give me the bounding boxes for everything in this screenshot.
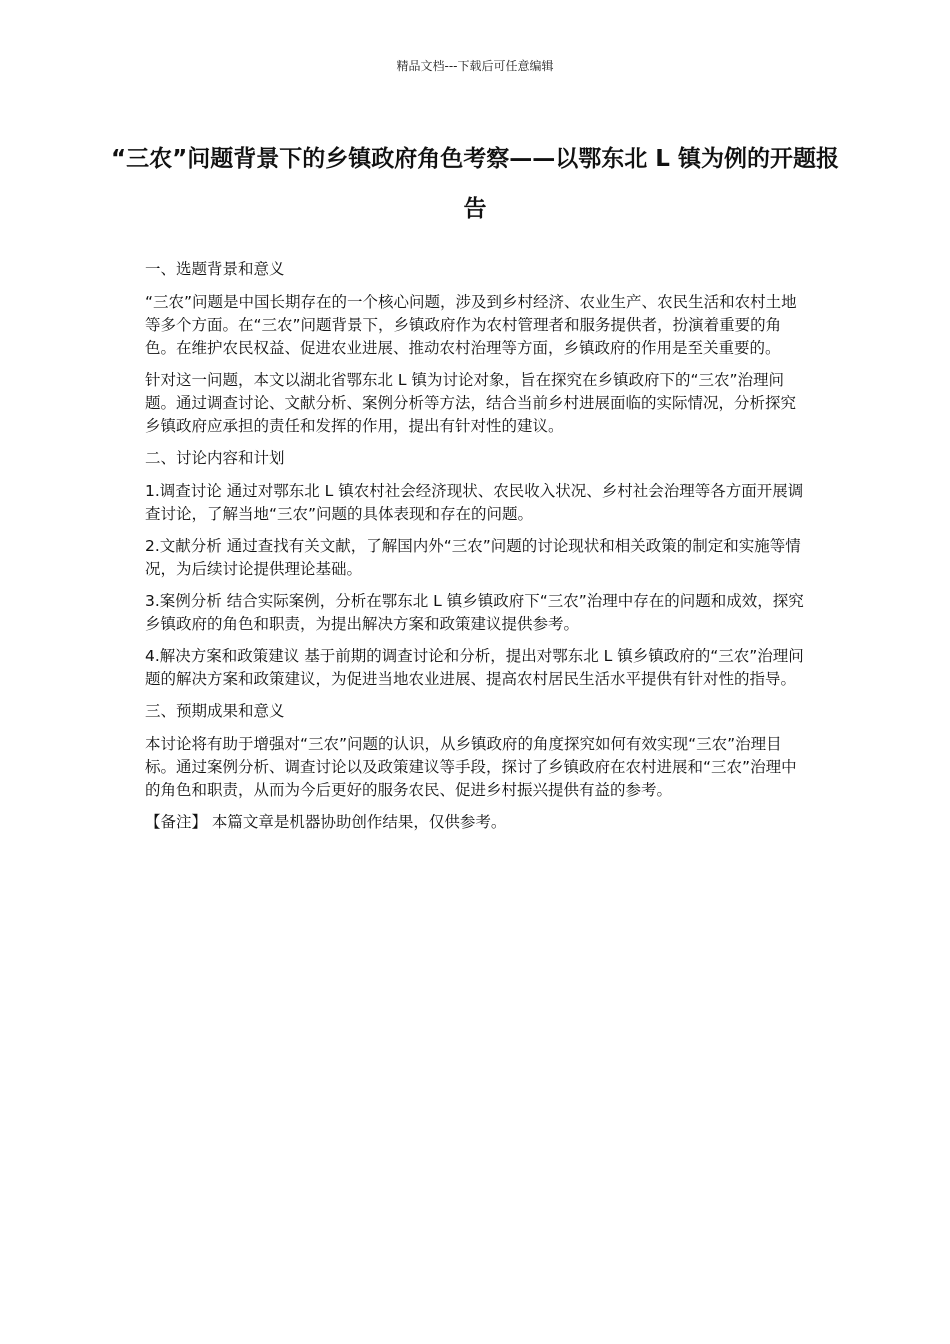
paragraph-plan-literature: 2.文献分析 通过查找有关文献，了解国内外“三农”问题的讨论现状和相关政策的制定和实施等情况，为后续讨论提供理论基础。: [145, 537, 801, 578]
header-note: 精品文档---下载后可任意编辑: [396, 59, 554, 73]
paragraph-plan-case-study: 3.案例分析 结合实际案例，分析在鄂东北 L 镇乡镇政府下“三农”治理中存在的问题和成效，探究乡镇政府的角色和职责，为提出解决方案和政策建议提供参考。: [145, 592, 804, 633]
document-body: [145, 258, 807, 843]
footer-remark: 【备注】 本篇文章是机器协助创作结果，仅供参考。: [145, 813, 507, 831]
document-title: “三农”问题背景下的乡镇政府角色考察——以鄂东北 L 镇为例的开题报告: [111, 146, 839, 222]
paragraph-expected-results: 本讨论将有助于增强对“三农”问题的认识，从乡镇政府的角度探究如何有效实现“三农”治理目标。通过案例分析、调查讨论以及政策建议等手段，探讨了乡镇政府在农村进展和“三农”治理中的角色和职责，从而为今后更好的服务农民、促进乡村振兴提供有益的参考。: [145, 735, 797, 799]
paragraph-plan-survey: 1.调查讨论 通过对鄂东北 L 镇农村社会经济现状、农民收入状况、乡村社会治理等各方面开展调查讨论，了解当地“三农”问题的具体表现和存在的问题。: [145, 482, 804, 523]
paragraph-background-1: “三农”问题是中国长期存在的一个核心问题，涉及到乡村经济、农业生产、农民生活和农村土地等多个方面。在“三农”问题背景下，乡镇政府作为农村管理者和服务提供者，扮演着重要的角色。在维护农民权益、促进农业进展、推动农村治理等方面，乡镇政府的作用是至关重要的。: [145, 293, 797, 357]
paragraph-plan-solutions: 4.解决方案和政策建议 基于前期的调查讨论和分析，提出对鄂东北 L 镇乡镇政府的“三农”治理问题的解决方案和政策建议，为促进当地农业进展、提高农村居民生活水平提供有针对性的指导。: [145, 647, 804, 688]
section-heading-background: 一、选题背景和意义: [145, 260, 285, 278]
paragraph-background-2: 针对这一问题，本文以湖北省鄂东北 L 镇为讨论对象，旨在探究在乡镇政府下的“三农”治理问题。通过调查讨论、文献分析、案例分析等方法，结合当前乡村进展面临的实际情况，分析探究乡镇政府应承担的责任和发挥的作用，提出有针对性的建议。: [145, 371, 797, 435]
section-heading-expected-results: 三、预期成果和意义: [145, 702, 285, 720]
section-heading-research-plan: 二、讨论内容和计划: [145, 449, 285, 467]
